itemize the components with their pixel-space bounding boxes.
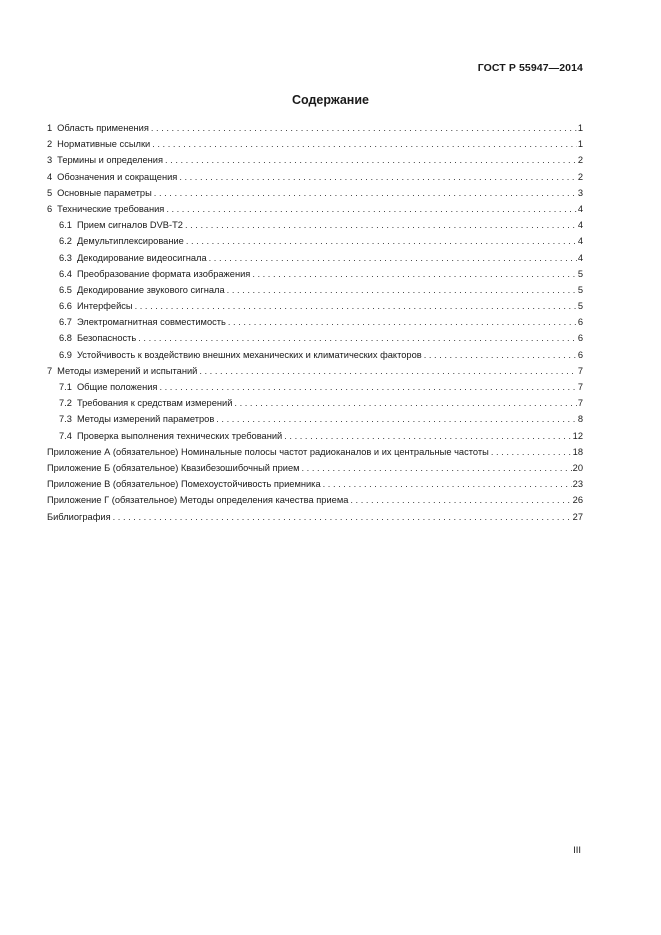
toc-entry <box>47 509 583 525</box>
toc-entry-page: 1 <box>577 123 583 133</box>
toc-entry-text: Требования к средствам измерений <box>76 398 233 409</box>
toc-entry-text: Устойчивость к воздействию внешних механических и климатических факторов <box>76 349 422 360</box>
toc-entry-page: 6 <box>577 317 583 328</box>
toc-entry-page: 26 <box>572 495 583 506</box>
toc-entry-number: 7.4 <box>59 430 72 441</box>
toc-entry <box>47 492 583 508</box>
toc-entry <box>47 330 583 346</box>
toc-entry-label <box>59 347 424 363</box>
toc-entry-number: 6.3 <box>59 252 72 263</box>
toc-entry-page: 4 <box>577 252 583 263</box>
toc-entry-number: 5 <box>47 187 53 198</box>
toc-leader-dots <box>424 347 577 363</box>
toc-entry-label <box>59 379 159 395</box>
toc-entry-page: 7 <box>577 398 583 409</box>
toc-entry-label <box>47 492 350 508</box>
toc-entry-text: Нормативные ссылки <box>57 139 151 150</box>
toc-entry-page: 3 <box>577 187 583 198</box>
toc-entry-label <box>59 411 216 427</box>
toc-entry-label <box>59 395 234 411</box>
toc-entry-label <box>47 201 166 217</box>
toc-entry-page: 4 <box>577 203 583 214</box>
toc-entry-number: 6 <box>47 203 53 214</box>
toc-entry <box>47 428 583 444</box>
toc-entry <box>47 169 583 185</box>
toc-entry-label <box>59 266 252 282</box>
toc-leader-dots <box>228 314 577 330</box>
toc-leader-dots <box>152 136 577 152</box>
toc-entry-label <box>47 152 165 168</box>
toc-entry-page: 4 <box>577 236 583 247</box>
toc-leader-dots <box>350 492 571 508</box>
toc-entry-number: 3 <box>47 155 53 166</box>
toc-entry <box>47 379 583 395</box>
toc-entry-label <box>59 314 228 330</box>
toc-entry-page: 6 <box>577 349 583 360</box>
toc-entry <box>47 460 583 476</box>
toc-leader-dots <box>227 282 577 298</box>
toc-entry-number: 6.6 <box>59 301 72 312</box>
toc-entry-number: 7 <box>47 365 53 376</box>
toc-leader-dots <box>302 460 572 476</box>
toc-entry-text: Безопасность <box>76 333 137 344</box>
toc-entry-text: Демультиплексирование <box>76 236 184 247</box>
toc-entry <box>47 152 583 168</box>
toc-leader-dots <box>135 298 577 314</box>
toc-leader-dots <box>216 411 577 427</box>
toc-entry-number: 2 <box>47 139 53 150</box>
toc-entry-page: 6 <box>577 333 583 344</box>
toc-entry <box>47 250 583 266</box>
toc-entry-page: 23 <box>572 479 583 490</box>
toc-entry-text: Термины и определения <box>57 155 164 166</box>
toc-leader-dots <box>166 201 577 217</box>
toc-entry <box>47 201 583 217</box>
toc-entry-number: 6.7 <box>59 317 72 328</box>
toc-leader-dots <box>151 120 577 136</box>
toc-entry-text: Библиография <box>47 511 111 522</box>
toc-entry-text: Общие положения <box>76 382 158 392</box>
toc-leader-dots <box>159 379 576 395</box>
toc-entry-label <box>47 509 113 525</box>
toc-entry-text: Преобразование формата изображения <box>76 268 251 279</box>
toc-entry-text: Основные параметры <box>57 187 152 198</box>
toc-entry <box>47 282 583 298</box>
toc-entry <box>47 217 583 233</box>
toc-title: Содержание <box>291 93 369 107</box>
toc-entry <box>47 395 583 411</box>
toc-entry-number: 6.1 <box>59 220 72 231</box>
toc-leader-dots <box>252 266 577 282</box>
toc-entry-page: 18 <box>572 446 583 457</box>
toc-leader-dots <box>234 395 576 411</box>
toc-entry-text: Интерфейсы <box>76 301 133 312</box>
toc-entry-number: 6.8 <box>59 333 72 344</box>
toc-leader-dots <box>284 428 571 444</box>
toc-entry <box>47 444 583 460</box>
toc-entry <box>47 363 583 379</box>
toc-leader-dots <box>199 363 576 379</box>
toc-entry-number: 6.5 <box>59 284 72 295</box>
toc-entry-page: 5 <box>577 284 583 295</box>
toc-entry-text: Проверка выполнения технических требований <box>76 430 283 441</box>
toc-entry <box>47 266 583 282</box>
toc-entry-page: 27 <box>572 511 583 522</box>
toc-entry-text: Методы измерений и испытаний <box>57 365 198 376</box>
toc-entry-page: 12 <box>572 430 583 441</box>
toc-entry-label <box>59 250 209 266</box>
toc-entry <box>47 347 583 363</box>
toc-entry-page: 1 <box>577 139 583 150</box>
toc-leader-dots <box>154 185 577 201</box>
toc-entry-number: 6.2 <box>59 236 72 247</box>
toc-entry <box>47 233 583 249</box>
toc-entry-label <box>47 120 151 136</box>
page-number: III <box>573 845 581 856</box>
toc-entry <box>47 185 583 201</box>
toc-entry-label <box>59 330 138 346</box>
toc-entry-number: 7.3 <box>59 414 72 425</box>
toc-entry-text: Обозначения и сокращения <box>57 171 178 182</box>
toc-entry-label <box>59 298 135 314</box>
toc-entry-label <box>47 460 302 476</box>
toc-entry-number: 6.4 <box>59 268 72 279</box>
toc-leader-dots <box>323 476 572 492</box>
toc-leader-dots <box>209 250 577 266</box>
toc-entry <box>47 314 583 330</box>
toc-entry-number: 1 <box>47 123 53 133</box>
toc-entry-label <box>59 217 185 233</box>
toc-entry-label <box>47 476 323 492</box>
document-code: ГОСТ Р 55947—2014 <box>477 62 583 74</box>
toc-leader-dots <box>179 169 577 185</box>
toc-entry-page: 5 <box>577 301 583 312</box>
toc-entry <box>47 298 583 314</box>
toc-entry <box>47 120 583 136</box>
table-of-contents <box>47 120 583 525</box>
toc-entry-page: 2 <box>577 155 583 166</box>
toc-entry-text: Методы измерений параметров <box>76 414 215 425</box>
toc-entry-label <box>47 444 491 460</box>
toc-entry-page: 7 <box>577 382 583 392</box>
toc-entry-text: Приложение Б (обязательное) Квазибезошибочный прием <box>47 462 300 473</box>
toc-entry-text: Электромагнитная совместимость <box>76 317 226 328</box>
toc-entry-page: 4 <box>577 220 583 231</box>
toc-entry-label <box>47 169 179 185</box>
toc-entry-page: 20 <box>572 462 583 473</box>
toc-entry-number: 7.2 <box>59 398 72 409</box>
toc-entry-text: Декодирование звукового сигнала <box>76 284 225 295</box>
toc-leader-dots <box>113 509 572 525</box>
toc-entry <box>47 476 583 492</box>
toc-leader-dots <box>186 233 577 249</box>
toc-entry-text: Приложение В (обязательное) Помехоустойчивость приемника <box>47 479 321 490</box>
toc-entry-label <box>59 428 284 444</box>
toc-entry-label <box>47 185 154 201</box>
toc-entry-label <box>59 282 227 298</box>
toc-entry-number: 4 <box>47 171 53 182</box>
toc-entry-page: 2 <box>577 171 583 182</box>
toc-entry-text: Прием сигналов DVB-T2 <box>76 220 183 231</box>
toc-leader-dots <box>138 330 577 346</box>
toc-entry-number: 6.9 <box>59 349 72 360</box>
toc-entry-text: Приложение Г (обязательное) Методы определения качества приема <box>47 495 349 506</box>
toc-entry-label <box>47 363 199 379</box>
toc-entry-text: Технические требования <box>57 203 165 214</box>
toc-entry-text: Декодирование видеосигнала <box>76 252 207 263</box>
toc-entry <box>47 411 583 427</box>
toc-entry <box>47 136 583 152</box>
toc-entry-label <box>59 233 186 249</box>
toc-entry-text: Область применения <box>57 123 149 133</box>
toc-entry-page: 5 <box>577 268 583 279</box>
toc-leader-dots <box>491 444 572 460</box>
toc-leader-dots <box>165 152 577 168</box>
toc-entry-page: 7 <box>577 365 583 376</box>
toc-leader-dots <box>185 217 577 233</box>
toc-entry-text: Приложение А (обязательное) Номинальные полосы частот радиоканалов и их центральные частоты <box>47 446 489 457</box>
toc-entry-number: 7.1 <box>59 382 72 392</box>
toc-entry-page: 8 <box>577 414 583 425</box>
toc-entry-label <box>47 136 152 152</box>
